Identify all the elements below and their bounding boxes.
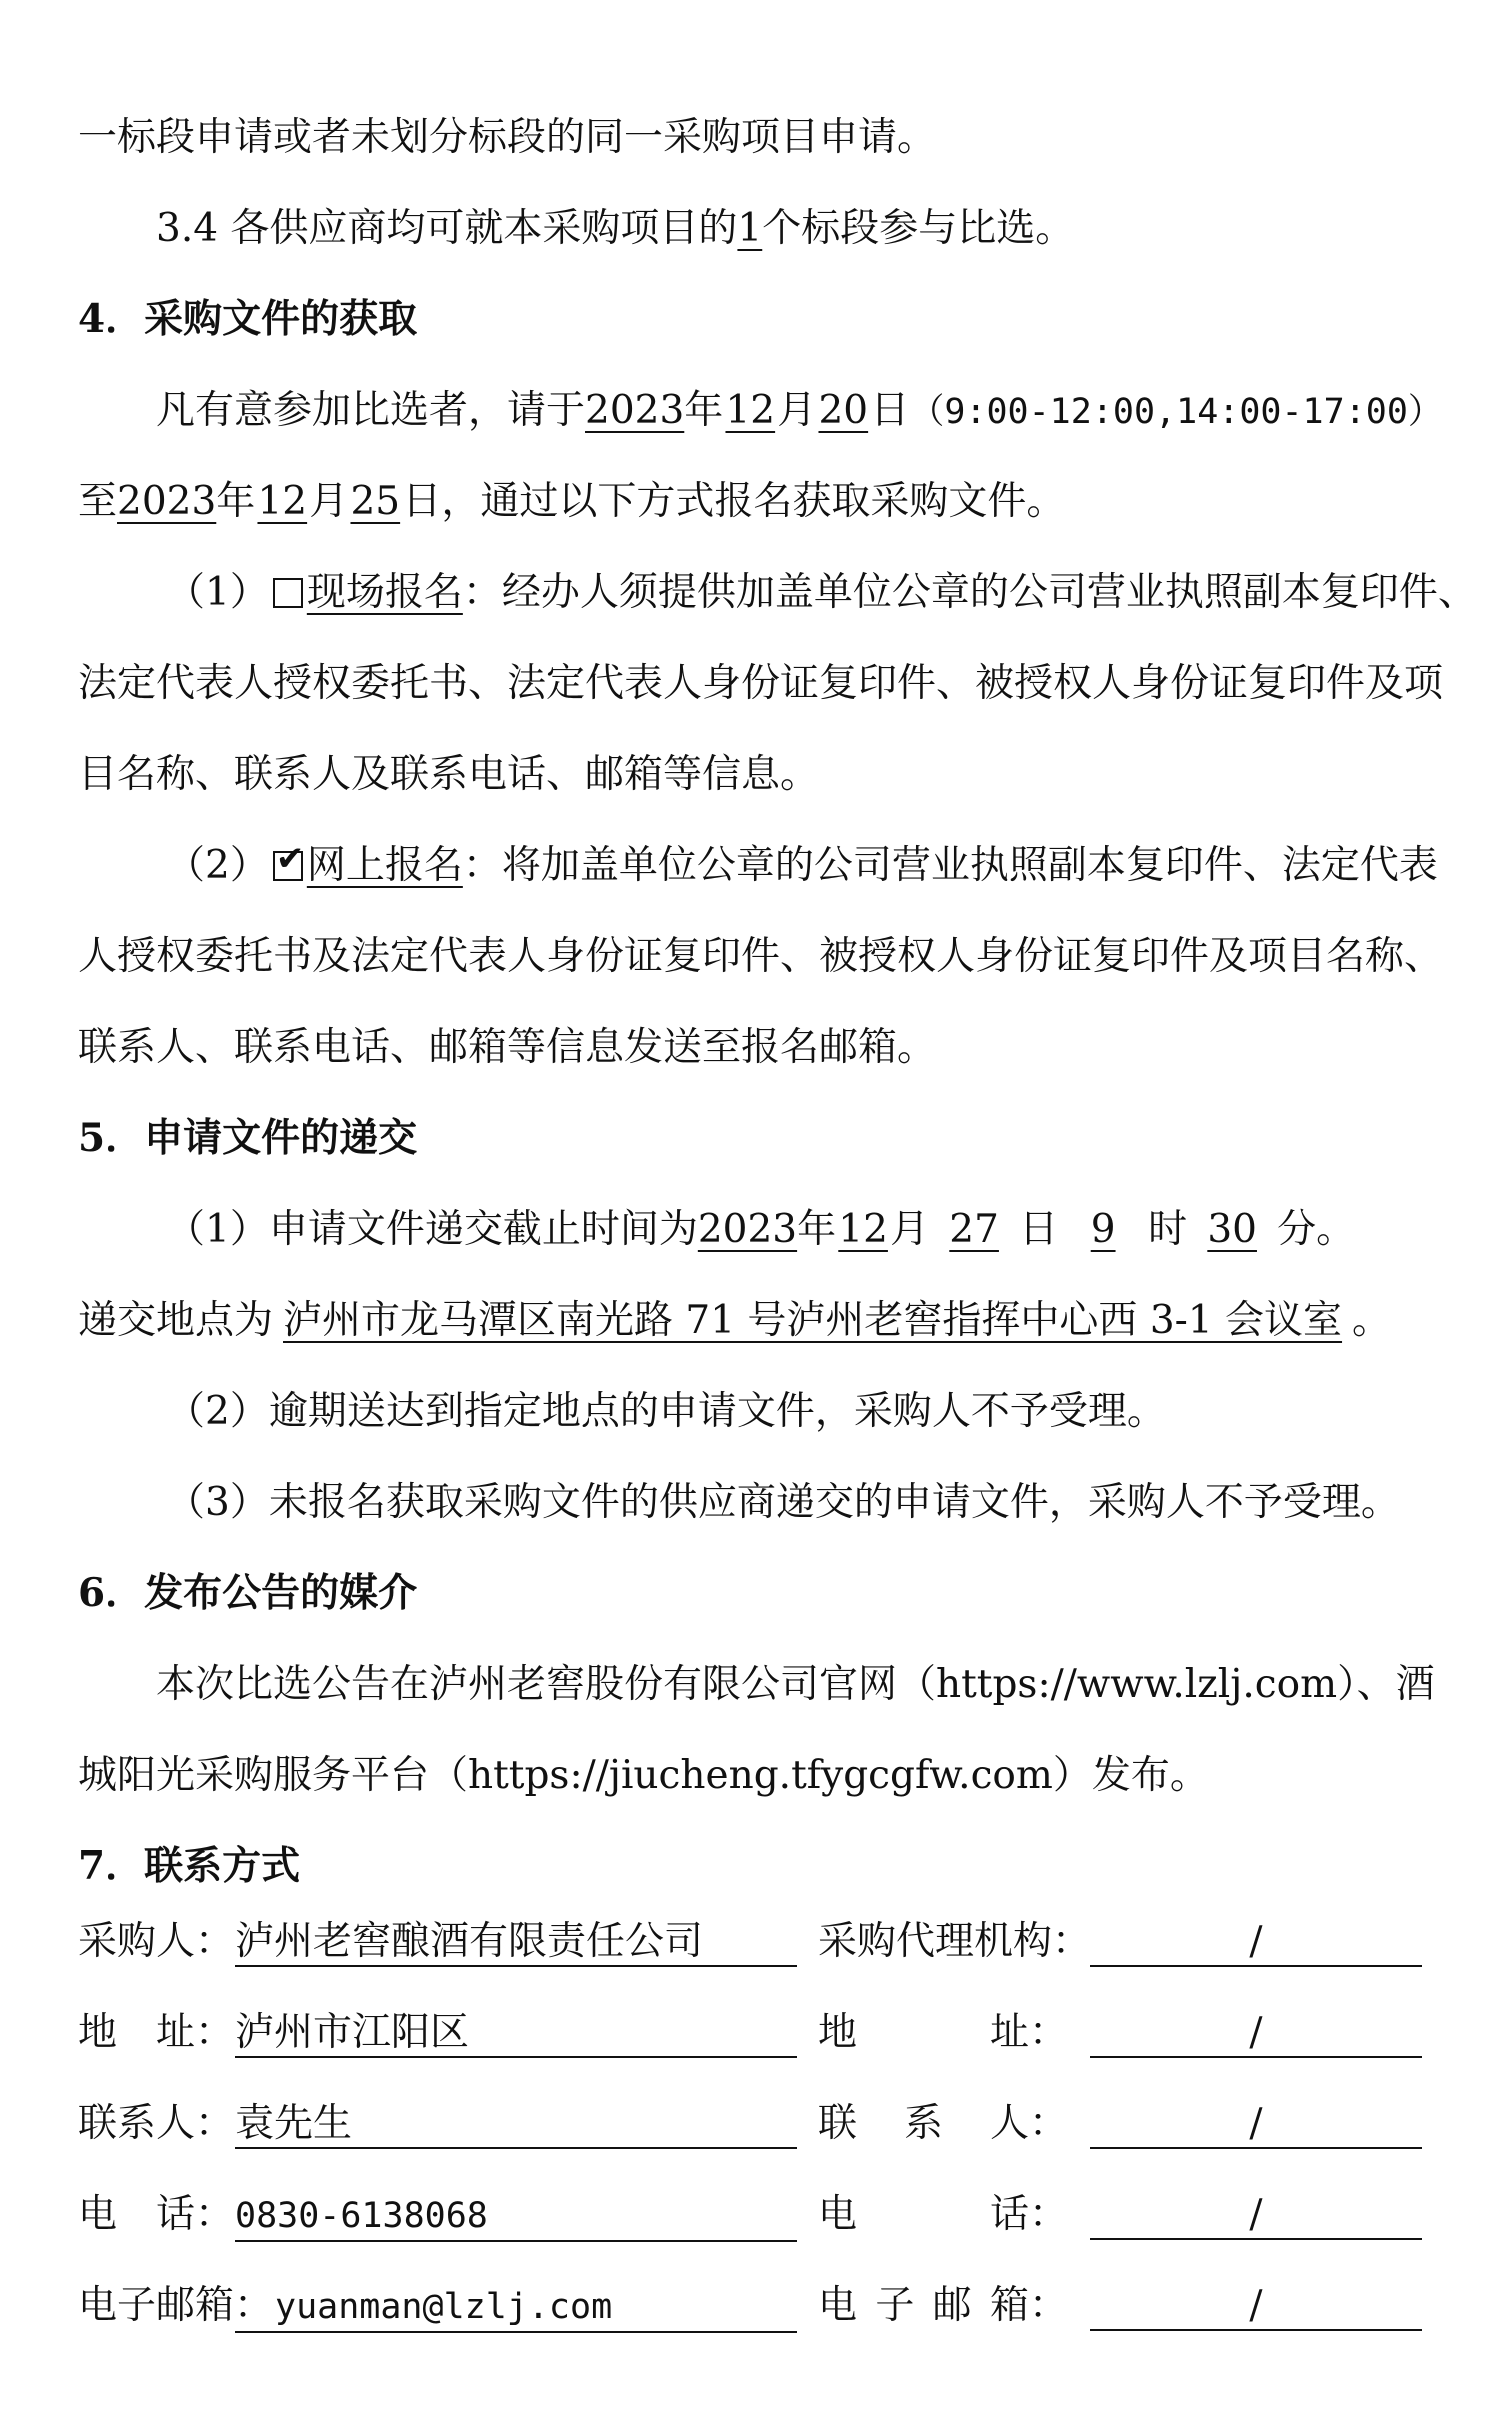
contact-table xyxy=(78,1896,1422,2351)
phone-number: 0830-6138068 xyxy=(235,2196,488,2236)
deadline-line xyxy=(78,1184,1422,1275)
agency-email: / xyxy=(1249,2283,1263,2328)
unregistered-note: （3）未报名获取采购文件的供应商递交的申请文件，采购人不予受理。 xyxy=(166,1480,1400,1525)
text: 话： xyxy=(155,2192,234,2237)
option-online-line2: 人授权委托书及法定代表人身份证复印件、被授权人身份证复印件及项目名称、 xyxy=(78,934,1444,979)
text: 月 xyxy=(890,1207,930,1252)
text: ：经办人须提供加盖单位公章的公司营业执照副本复印件、 xyxy=(462,570,1477,615)
paragraph-3-4 xyxy=(78,183,1422,274)
text: （1）申请文件递交截止时间为 xyxy=(166,1207,698,1252)
agency-value xyxy=(1090,1896,1422,1987)
text: 年 xyxy=(216,479,256,524)
document-body xyxy=(78,92,1477,1912)
onsite-registration-label: 现场报名 xyxy=(306,570,463,615)
text: 年 xyxy=(684,388,724,433)
text: 址： xyxy=(989,2010,1068,2055)
text: 。 xyxy=(1352,1298,1392,1343)
text: 地 xyxy=(818,2010,858,2055)
text: 月 xyxy=(309,479,349,524)
agency-person-value xyxy=(1090,2078,1422,2169)
text: 人： xyxy=(989,2101,1068,2146)
text: （2） xyxy=(166,843,269,888)
agency-label: 采购代理机构： xyxy=(818,1919,1092,1964)
section-heading-6: 6．发布公告的媒介 xyxy=(78,1570,418,1616)
end-day: 25 xyxy=(350,479,401,524)
text: 址： xyxy=(155,2010,234,2055)
text: 个标段参与比选。 xyxy=(762,206,1075,251)
deadline-hour: 9 xyxy=(1090,1207,1116,1252)
text: 系 xyxy=(903,2101,943,2146)
text: 至 xyxy=(78,479,118,524)
section-heading-7: 7．联系方式 xyxy=(78,1843,301,1889)
text: 话： xyxy=(989,2192,1068,2237)
person-value xyxy=(235,2078,797,2169)
agency-tel-value xyxy=(1090,2169,1422,2260)
address-value xyxy=(235,1987,797,2078)
text: 邮 xyxy=(932,2283,972,2328)
buyer-name: 泸州老窖酿酒有限责任公司 xyxy=(235,1919,704,1964)
deadline-day: 27 xyxy=(949,1207,999,1252)
office-hours: （9:00-12:00,14:00-17:00） xyxy=(909,392,1443,432)
section-heading-4: 4．采购文件的获取 xyxy=(78,296,418,342)
option-onsite-line2: 法定代表人授权委托书、法定代表人身份证复印件、被授权人身份证复印件及项 xyxy=(78,661,1444,706)
underline xyxy=(235,2240,797,2242)
underline xyxy=(1090,2238,1422,2240)
agency-address: / xyxy=(1249,2010,1263,2055)
end-month: 12 xyxy=(257,479,308,524)
text: 日 xyxy=(1019,1207,1059,1252)
contact-row-5 xyxy=(78,2260,1422,2351)
underline xyxy=(235,2331,797,2333)
submission-address: 泸州市龙马潭区南光路 71 号泸州老窖指挥中心西 3-1 会议室 xyxy=(283,1298,1343,1343)
tel-label xyxy=(78,2169,234,2260)
tel-value xyxy=(235,2169,797,2262)
email-label: 电子邮箱： xyxy=(78,2283,274,2328)
contact-row-1 xyxy=(78,1896,1422,1987)
text: 地 xyxy=(78,2010,118,2055)
deadline-minute: 30 xyxy=(1207,1207,1257,1252)
acquisition-period-line2 xyxy=(78,456,1422,547)
checkbox-checked-icon xyxy=(273,851,303,881)
checkbox-unchecked-icon xyxy=(273,578,303,608)
section-heading-5: 5．申请文件的递交 xyxy=(78,1115,418,1161)
text: 日 xyxy=(870,388,910,433)
paragraph-continuation xyxy=(78,92,1422,183)
text: ：将加盖单位公章的公司营业执照副本复印件、法定代表 xyxy=(462,843,1438,888)
text: 年 xyxy=(797,1207,837,1252)
address-label xyxy=(78,1987,234,2078)
text: 电 xyxy=(818,2283,858,2328)
agency-name: / xyxy=(1249,1919,1263,1964)
text: （1） xyxy=(166,570,269,615)
text: 3.4 各供应商均可就本采购项目的 xyxy=(156,206,738,251)
buyer-value xyxy=(235,1896,797,1987)
email-value xyxy=(235,2260,797,2353)
text: 递交地点为 xyxy=(78,1298,274,1343)
agency-email-value xyxy=(1090,2260,1422,2351)
email-address: yuanman@lzlj.com xyxy=(275,2287,613,2327)
acquisition-period-line1 xyxy=(78,365,1443,456)
text: 日，通过以下方式报名获取采购文件。 xyxy=(402,479,1066,524)
deadline-month: 12 xyxy=(838,1207,888,1252)
media-line2: 城阳光采购服务平台（https://jiucheng.tfygcgfw.com）发布。 xyxy=(78,1753,1209,1798)
underline xyxy=(1090,2147,1422,2149)
option-onsite-line1 xyxy=(78,547,1477,638)
text: 电 xyxy=(78,2192,118,2237)
text: 箱： xyxy=(989,2283,1068,2328)
submission-location-line xyxy=(78,1275,1422,1366)
media-line1: 本次比选公告在泸州老窖股份有限公司官网（https://www.lzlj.com）、酒 xyxy=(156,1662,1435,1707)
person-label: 联系人： xyxy=(78,2101,235,2146)
underline xyxy=(235,2056,797,2058)
contact-row-4 xyxy=(78,2169,1422,2260)
text: 时 xyxy=(1148,1207,1188,1252)
late-submission-note: （2）逾期送达到指定地点的申请文件，采购人不予受理。 xyxy=(166,1389,1166,1434)
option-online-line3: 联系人、联系电话、邮箱等信息发送至报名邮箱。 xyxy=(78,1025,937,1070)
text: 月 xyxy=(777,388,817,433)
agency-tel: / xyxy=(1249,2192,1263,2237)
start-month: 12 xyxy=(725,388,776,433)
buyer-address: 泸州市江阳区 xyxy=(235,2010,470,2055)
online-registration-label: 网上报名 xyxy=(306,843,463,888)
text: 一标段申请或者未划分标段的同一采购项目申请。 xyxy=(78,115,937,160)
buyer-label: 采购人： xyxy=(78,1919,235,1964)
start-year: 2023 xyxy=(585,388,685,433)
lot-count: 1 xyxy=(737,206,763,251)
text: 子 xyxy=(875,2283,915,2328)
contact-person: 袁先生 xyxy=(235,2101,353,2146)
text: 凡有意参加比选者，请于 xyxy=(156,388,586,433)
underline xyxy=(1090,2056,1422,2058)
agency-person: / xyxy=(1249,2101,1263,2146)
underline xyxy=(235,2147,797,2149)
underline xyxy=(1090,1965,1422,1967)
text: 电 xyxy=(818,2192,858,2237)
end-year: 2023 xyxy=(117,479,217,524)
contact-row-2 xyxy=(78,1987,1422,2078)
text: 联 xyxy=(818,2101,858,2146)
deadline-year: 2023 xyxy=(697,1207,798,1252)
start-day: 20 xyxy=(818,388,869,433)
option-onsite-line3: 目名称、联系人及联系电话、邮箱等信息。 xyxy=(78,752,820,797)
contact-row-3 xyxy=(78,2078,1422,2169)
underline xyxy=(1090,2329,1422,2331)
text: 分。 xyxy=(1277,1207,1356,1252)
option-online-line1 xyxy=(78,820,1438,911)
agency-address-value xyxy=(1090,1987,1422,2078)
underline xyxy=(235,1965,797,1967)
